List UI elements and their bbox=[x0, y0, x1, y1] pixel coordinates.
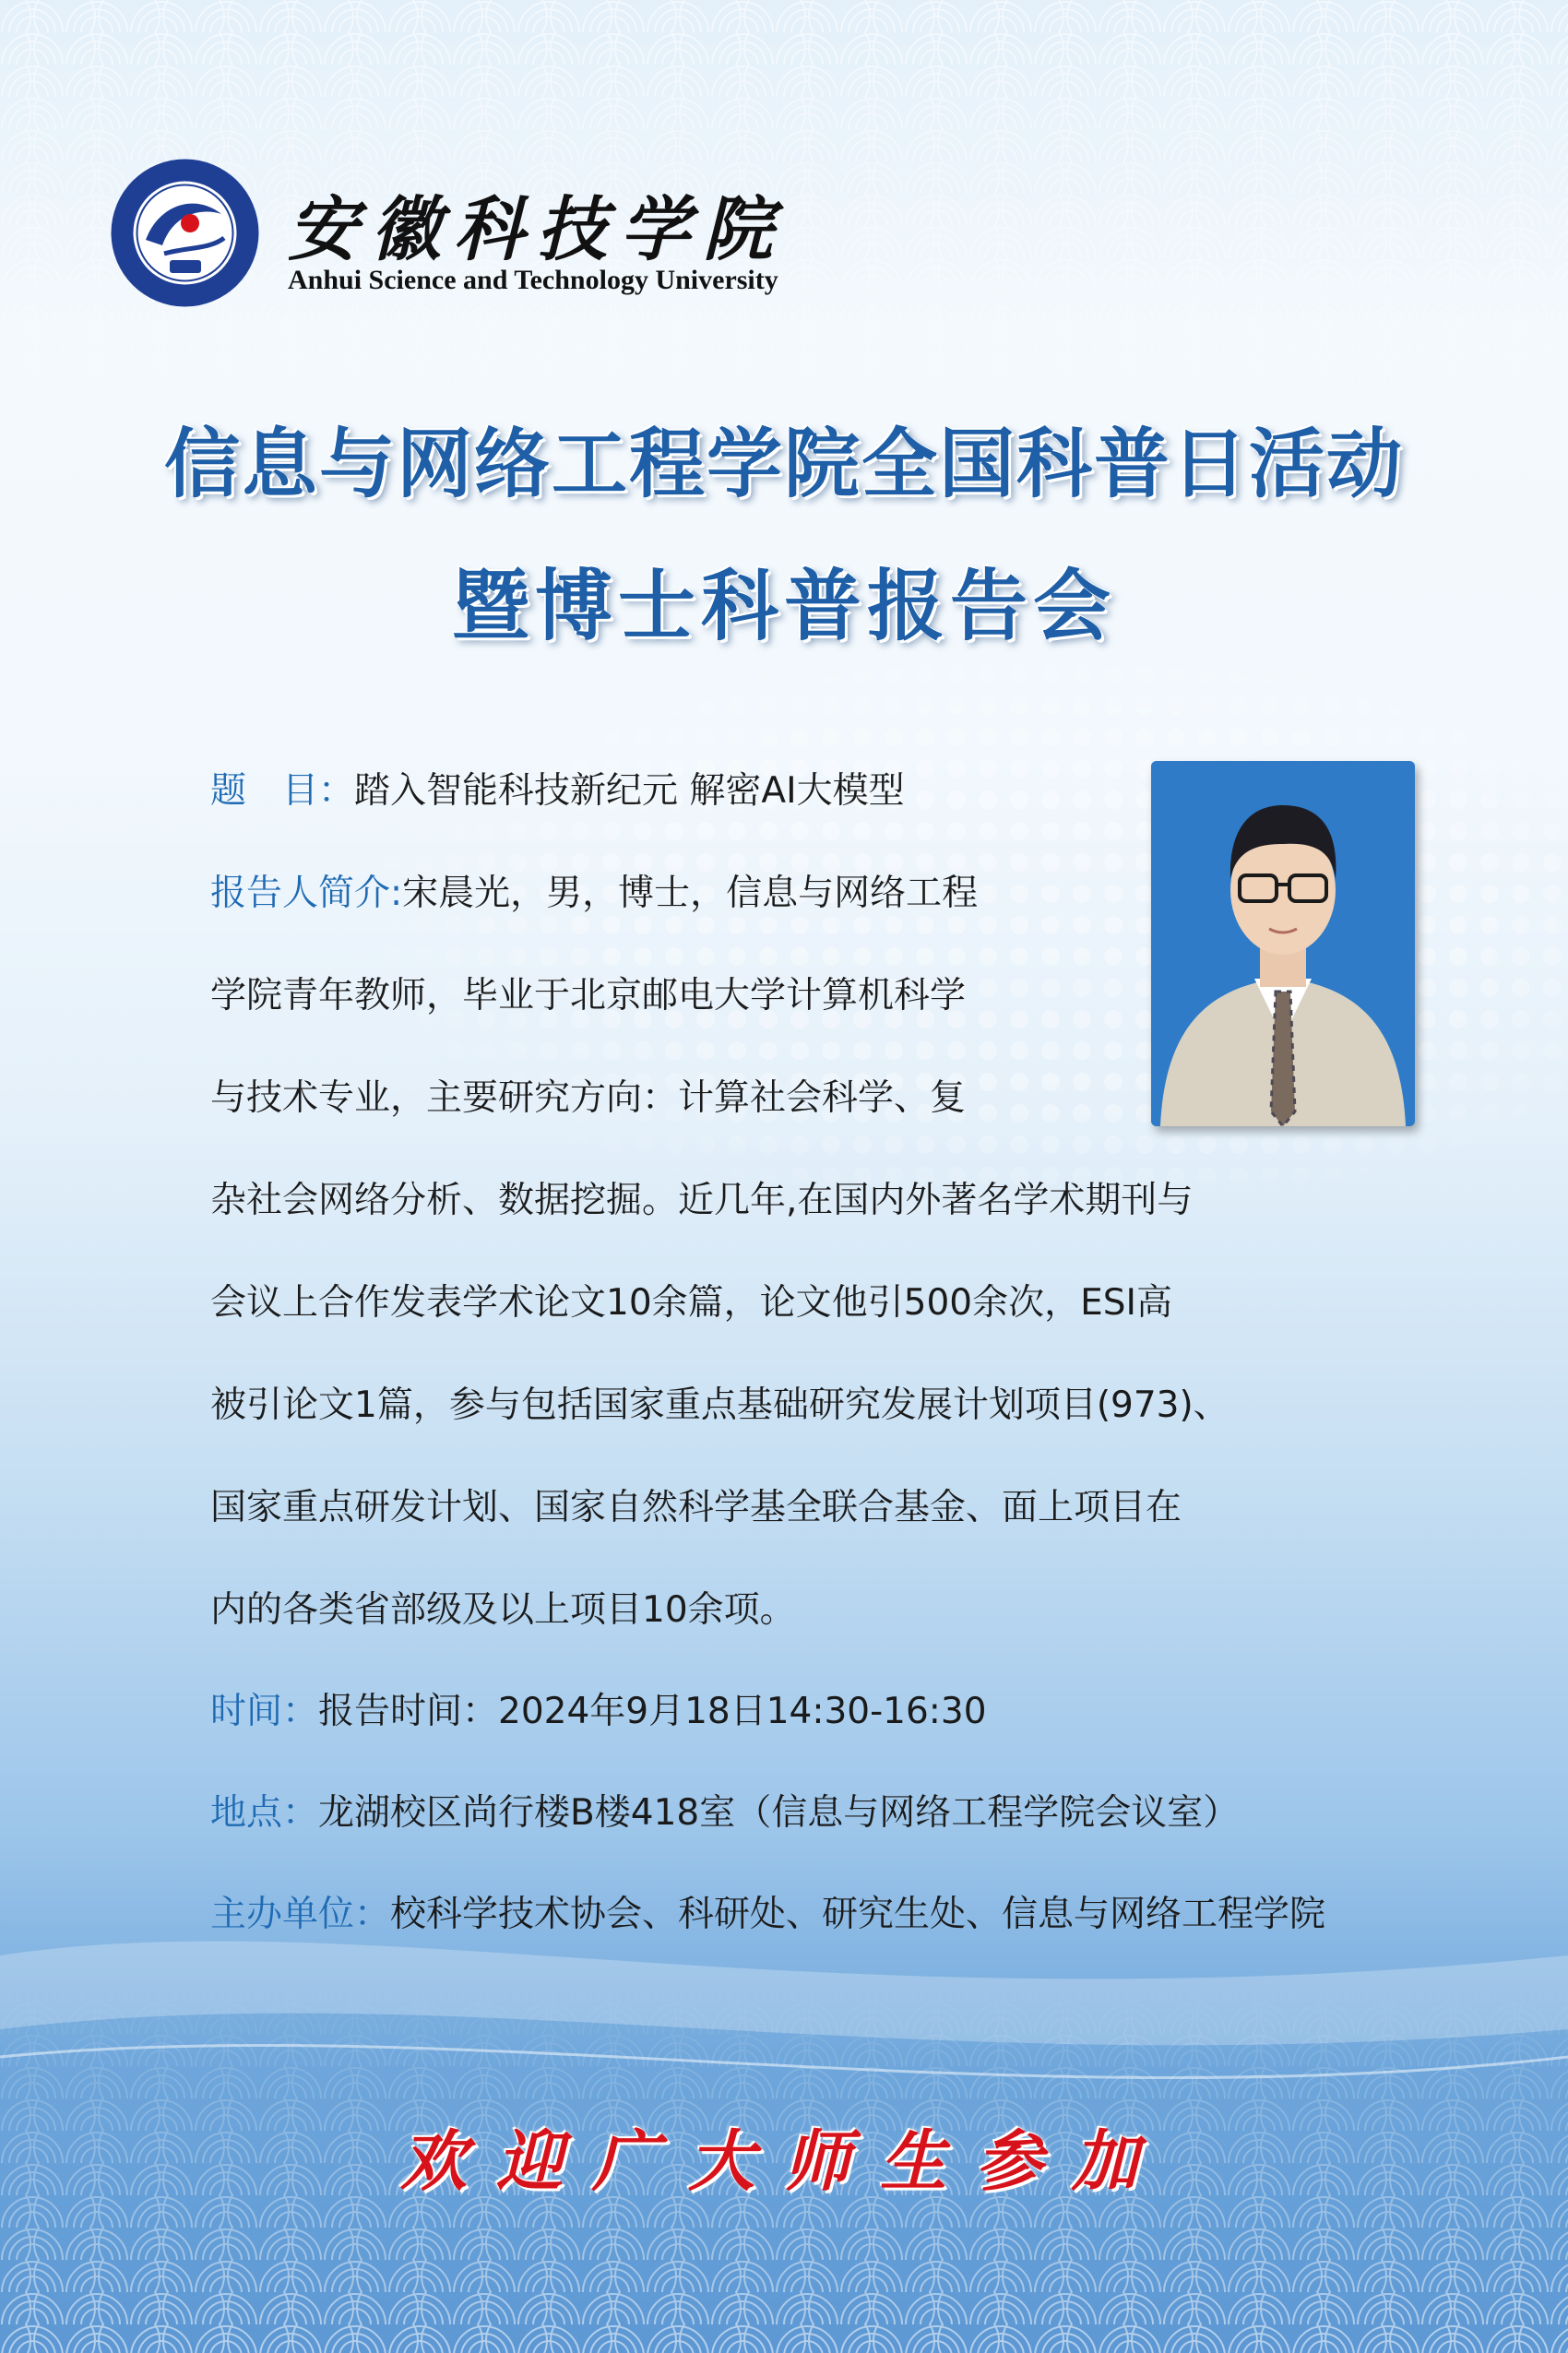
school-name-cn: 安徽科技学院 bbox=[288, 188, 786, 270]
bio-line-7: 国家重点研发计划、国家自然科学基全联合基金、面上项目在 bbox=[210, 1487, 1182, 1528]
bio-line-4: 杂社会网络分析、数据挖掘。近几年,在国内外著名学术期刊与 bbox=[210, 1180, 1194, 1221]
bio-line-8: 内的各类省部级及以上项目10余项。 bbox=[210, 1589, 796, 1631]
bio-line-5: 会议上合作发表学术论文10余篇，论文他引500余次，ESI高 bbox=[210, 1282, 1172, 1324]
place-label: 地点： bbox=[210, 1792, 319, 1834]
school-name-en: Anhui Science and Technology University bbox=[288, 265, 778, 295]
poster-title-line1: 信息与网络工程学院全国科普日活动 bbox=[163, 420, 1404, 508]
university-seal-logo bbox=[109, 157, 261, 309]
topic-value: 踏入智能科技新纪元 解密AI大模型 bbox=[354, 770, 905, 812]
welcome-message: 欢迎广大师生参加 bbox=[399, 2121, 1168, 2200]
bio-line-2: 学院青年教师，毕业于北京邮电大学计算机科学 bbox=[210, 975, 967, 1016]
time-line bbox=[210, 1682, 987, 1734]
bio-label: 报告人简介: bbox=[210, 873, 403, 914]
topic-label: 题 目： bbox=[210, 770, 355, 812]
host-line bbox=[210, 1885, 1325, 1937]
time-label: 时间： bbox=[210, 1691, 319, 1732]
bio-text: 宋晨光，男，博士，信息与网络工程 bbox=[402, 873, 979, 914]
place-line bbox=[210, 1784, 1239, 1836]
bio-line-3: 与技术专业，主要研究方向：计算社会科学、复 bbox=[210, 1077, 967, 1119]
host-label: 主办单位： bbox=[210, 1894, 391, 1935]
speaker-photo bbox=[1151, 761, 1415, 1126]
topic-line bbox=[210, 762, 905, 814]
place-value: 龙湖校区尚行楼B楼418室（信息与网络工程学院会议室） bbox=[318, 1792, 1240, 1834]
bio-line-6: 被引论文1篇，参与包括国家重点基础研究发展计划项目(973)、 bbox=[210, 1384, 1229, 1426]
time-value: 报告时间：2024年9月18日14:30-16:30 bbox=[318, 1691, 987, 1732]
bio-line-1 bbox=[210, 864, 978, 916]
poster-title-line2: 暨博士科普报告会 bbox=[451, 560, 1116, 651]
host-value: 校科学技术协会、科研处、研究生处、信息与网络工程学院 bbox=[390, 1894, 1326, 1935]
